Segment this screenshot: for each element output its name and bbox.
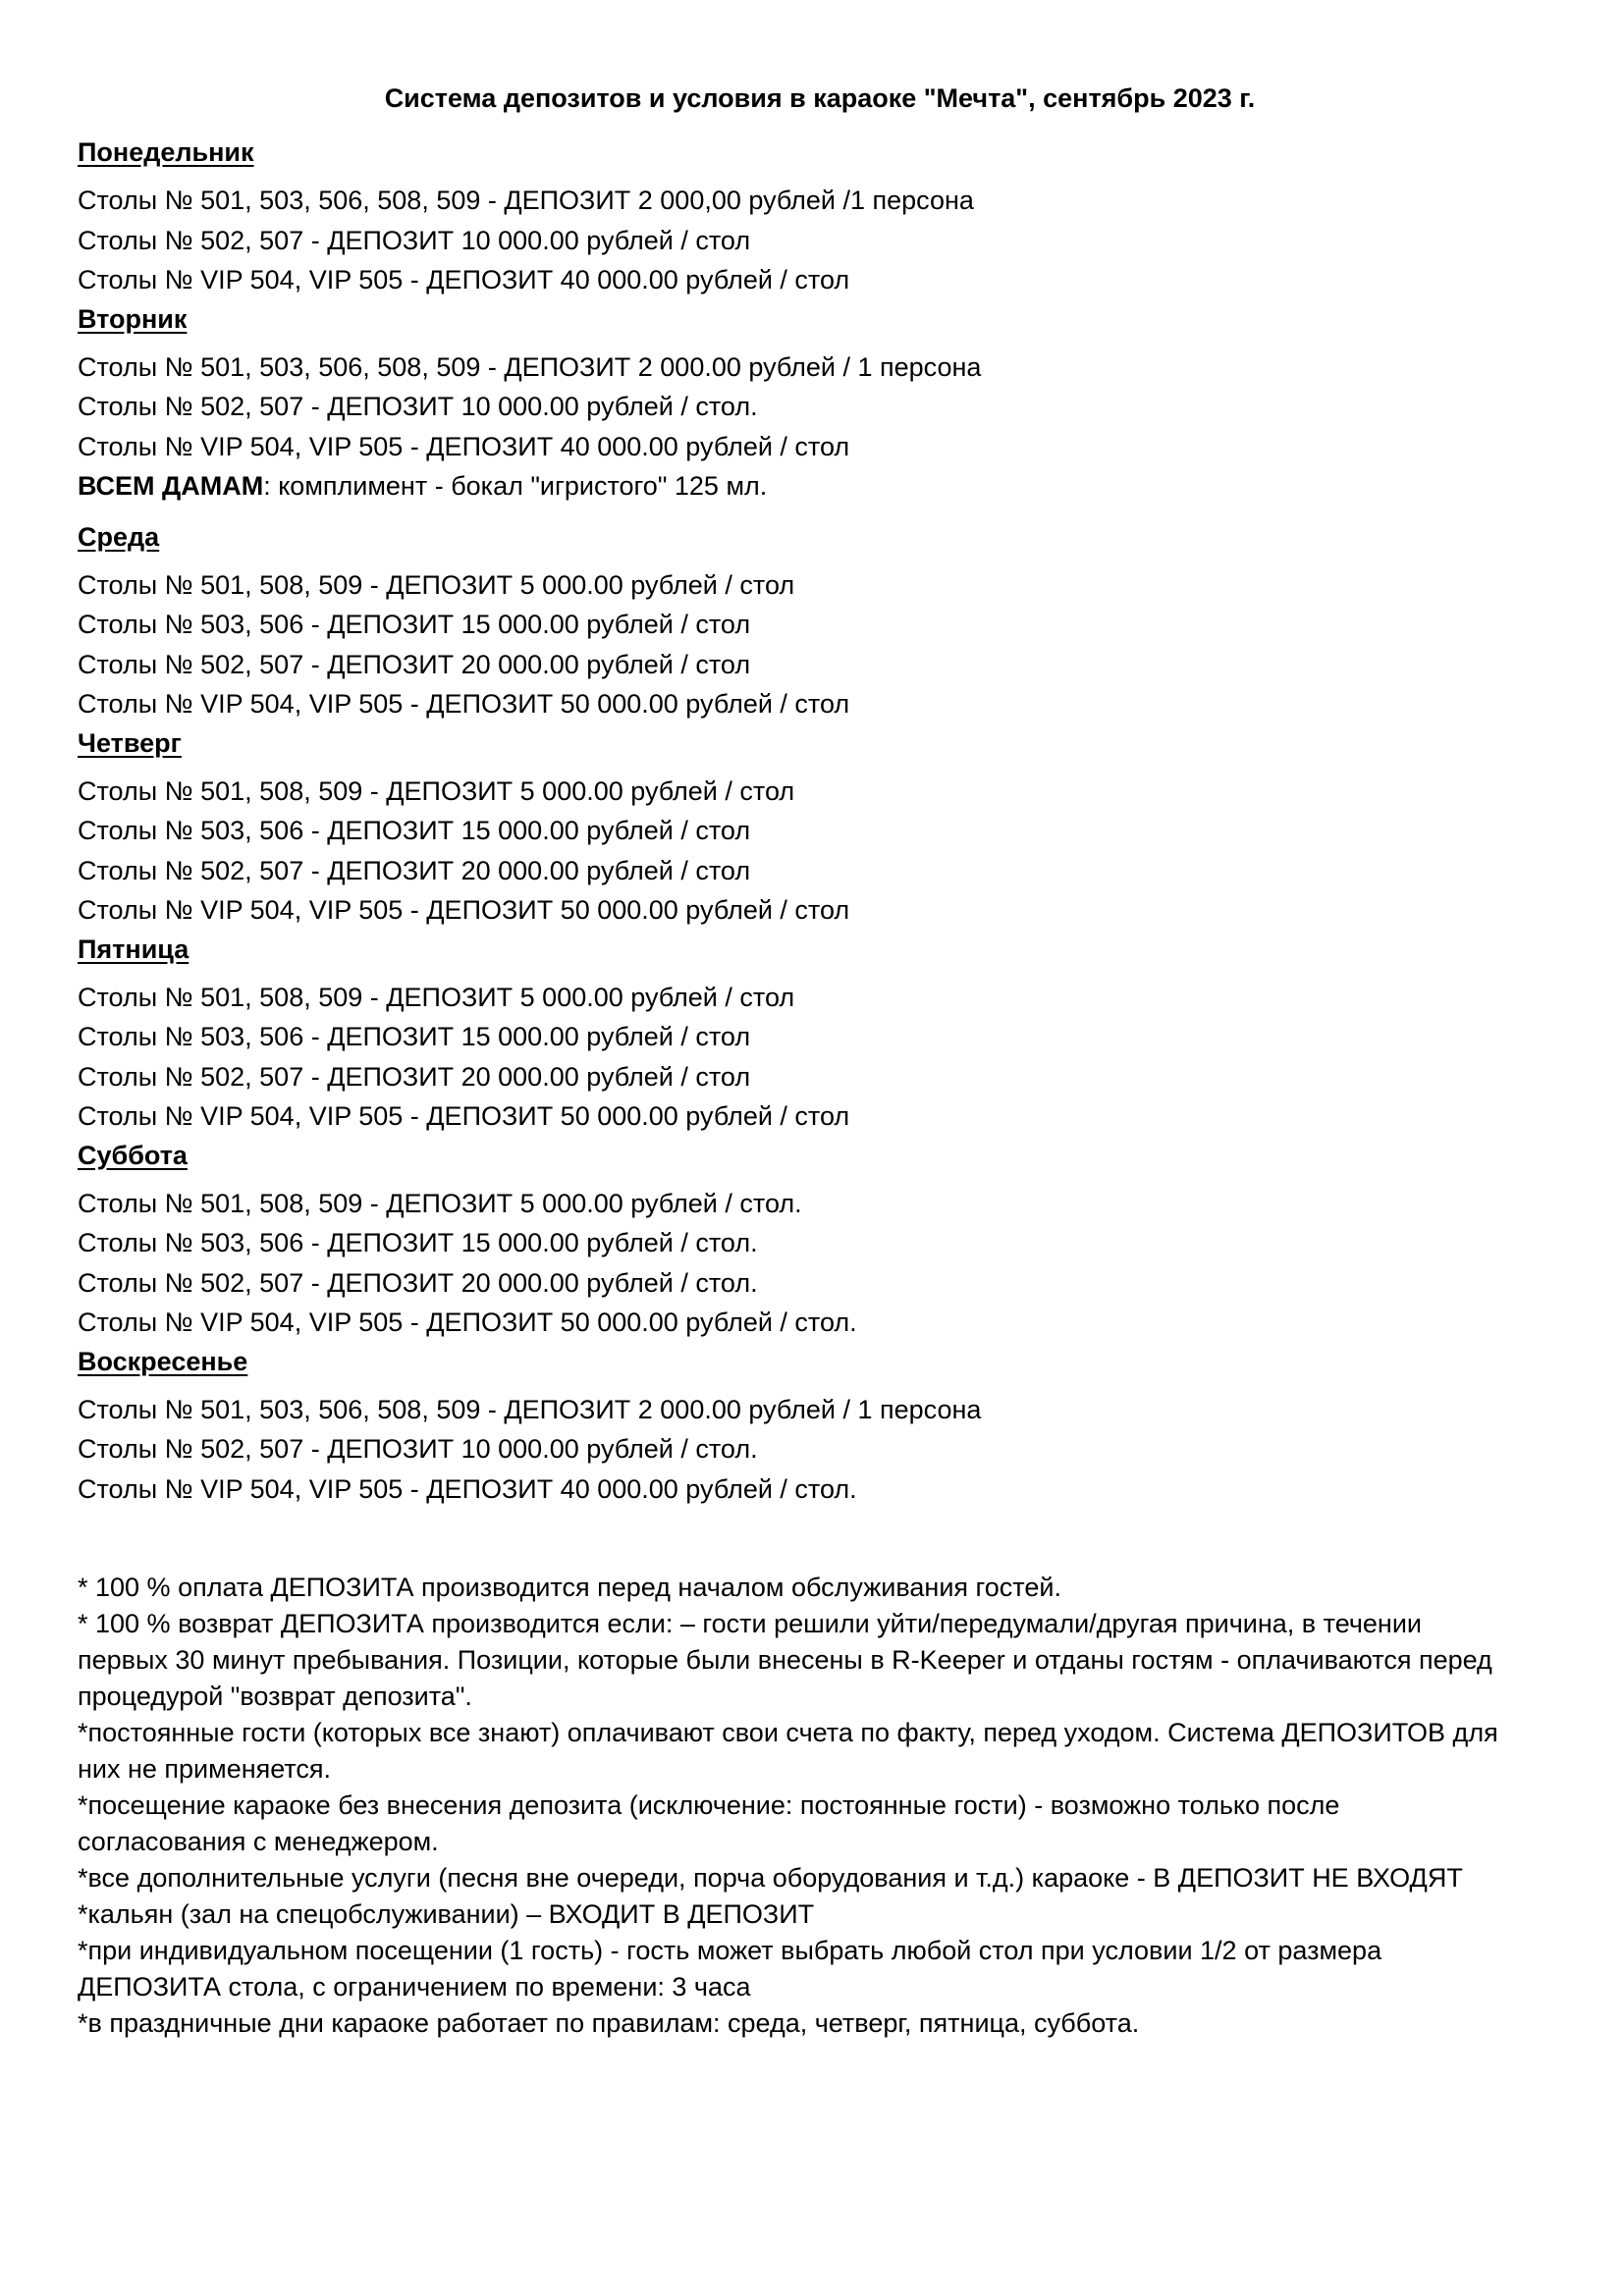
day-heading-tuesday: Вторник bbox=[78, 303, 188, 334]
terms-notes bbox=[78, 1570, 1550, 2042]
deposit-row: Столы № 501, 508, 509 - ДЕПОЗИТ 5 000.00 рублей / стол. bbox=[78, 1188, 802, 1218]
day-section-saturday bbox=[78, 1137, 1550, 1343]
deposit-row: Столы № 502, 507 - ДЕПОЗИТ 20 000.00 рублей / стол. bbox=[78, 1267, 758, 1298]
ladies-compliment-note bbox=[78, 466, 1550, 507]
terms-line: *посещение караоке без внесения депозита (исключение: постоянные гости) - возможно только после bbox=[78, 1790, 1340, 1820]
deposit-row: Столы № 503, 506 - ДЕПОЗИТ 15 000.00 рублей / стол. bbox=[78, 1228, 758, 1257]
terms-line: процедурой "возврат депозита". bbox=[78, 1682, 472, 1711]
terms-line: *все дополнительные услуги (песня вне очереди, порча оборудования и т.д.) караоке - В ДЕПОЗИТ НЕ ВХОДЯТ bbox=[78, 1863, 1463, 1893]
terms-line: первых 30 минут пребывания. Позиции, которые были внесены в R-Keeper и отданы гостям - оплачиваются перед bbox=[78, 1645, 1492, 1675]
deposit-row: Столы № 501, 503, 506, 508, 509 - ДЕПОЗИТ 2 000,00 рублей /1 персона bbox=[78, 186, 974, 215]
day-heading-sunday: Воскресенье bbox=[78, 1346, 248, 1376]
deposit-row: Столы № VIP 504, VIP 505 - ДЕПОЗИТ 40 000.00 рублей / стол bbox=[78, 431, 850, 461]
deposit-row: Столы № 501, 508, 509 - ДЕПОЗИТ 5 000.00 рублей / стол bbox=[78, 775, 795, 806]
document-title: Система депозитов и условия в караоке "Мечта", сентябрь 2023 г. bbox=[384, 83, 1256, 113]
terms-line: *в праздничные дни караоке работает по правилам: среда, четверг, пятница, суббота. bbox=[78, 2008, 1140, 2038]
day-heading-wednesday: Среда bbox=[78, 521, 160, 552]
day-section-friday bbox=[78, 931, 1550, 1137]
day-heading-saturday: Суббота bbox=[78, 1140, 188, 1170]
deposit-row: Столы № 502, 507 - ДЕПОЗИТ 20 000.00 рублей / стол bbox=[78, 855, 751, 885]
terms-line: *при индивидуальном посещении (1 гость) - гость может выбрать любой стол при условии 1/2 от размера bbox=[78, 1936, 1382, 1965]
deposit-row: Столы № 503, 506 - ДЕПОЗИТ 15 000.00 рублей / стол bbox=[78, 610, 751, 639]
deposit-row: Столы № VIP 504, VIP 505 - ДЕПОЗИТ 50 000.00 рублей / стол bbox=[78, 1101, 850, 1131]
deposit-row: Столы № 503, 506 - ДЕПОЗИТ 15 000.00 рублей / стол bbox=[78, 1022, 751, 1051]
deposit-row: Столы № 501, 503, 506, 508, 509 - ДЕПОЗИТ 2 000.00 рублей / 1 персона bbox=[78, 1394, 982, 1424]
deposit-row: Столы № VIP 504, VIP 505 - ДЕПОЗИТ 40 000.00 рублей / стол. bbox=[78, 1473, 857, 1504]
deposit-row: Столы № VIP 504, VIP 505 - ДЕПОЗИТ 50 000.00 рублей / стол bbox=[78, 895, 850, 925]
deposit-row: Столы № 503, 506 - ДЕПОЗИТ 15 000.00 рублей / стол bbox=[78, 816, 751, 845]
deposit-row: Столы № 502, 507 - ДЕПОЗИТ 20 000.00 рублей / стол bbox=[78, 649, 751, 679]
deposit-row: Столы № 502, 507 - ДЕПОЗИТ 10 000.00 рублей / стол. bbox=[78, 392, 758, 421]
day-section-tuesday bbox=[78, 300, 1550, 507]
deposit-row: Столы № VIP 504, VIP 505 - ДЕПОЗИТ 50 000.00 рублей / стол. bbox=[78, 1308, 857, 1337]
terms-line: * 100 % возврат ДЕПОЗИТА производится если: – гости решили уйти/передумали/другая причина, в течении bbox=[78, 1609, 1422, 1638]
deposit-row: Столы № 502, 507 - ДЕПОЗИТ 10 000.00 рублей / стол. bbox=[78, 1434, 758, 1464]
terms-line: ДЕПОЗИТА стола, с ограничением по времени: 3 часа bbox=[78, 1972, 751, 2002]
day-section-monday bbox=[78, 133, 1550, 300]
terms-line: *кальян (зал на спецобслуживании) – ВХОДИТ В ДЕПОЗИТ bbox=[78, 1899, 815, 1929]
terms-line: * 100 % оплата ДЕПОЗИТА производится перед началом обслуживания гостей. bbox=[78, 1573, 1061, 1602]
terms-line: них не применяется. bbox=[78, 1754, 332, 1784]
day-heading-thursday: Четверг bbox=[78, 727, 182, 758]
day-heading-friday: Пятница bbox=[78, 934, 189, 964]
ladies-note-label: ВСЕМ ДАМАМ bbox=[78, 471, 264, 501]
terms-line: согласования с менеджером. bbox=[78, 1827, 439, 1856]
deposit-row: Столы № 501, 508, 509 - ДЕПОЗИТ 5 000.00 рублей / стол bbox=[78, 569, 795, 600]
day-section-sunday bbox=[78, 1343, 1550, 1510]
deposit-row: Столы № VIP 504, VIP 505 - ДЕПОЗИТ 40 000.00 рублей / стол bbox=[78, 265, 850, 294]
deposit-row: Столы № 502, 507 - ДЕПОЗИТ 10 000.00 рублей / стол bbox=[78, 225, 751, 255]
day-heading-monday: Понедельник bbox=[78, 137, 254, 167]
deposit-row: Столы № 501, 508, 509 - ДЕПОЗИТ 5 000.00 рублей / стол bbox=[78, 982, 795, 1012]
day-section-wednesday bbox=[78, 518, 1550, 724]
document-page bbox=[78, 79, 1550, 2042]
day-section-thursday bbox=[78, 724, 1550, 931]
deposit-row: Столы № 501, 503, 506, 508, 509 - ДЕПОЗИТ 2 000.00 рублей / 1 персона bbox=[78, 351, 982, 382]
deposit-row: Столы № VIP 504, VIP 505 - ДЕПОЗИТ 50 000.00 рублей / стол bbox=[78, 689, 850, 719]
deposit-row: Столы № 502, 507 - ДЕПОЗИТ 20 000.00 рублей / стол bbox=[78, 1061, 751, 1092]
ladies-note-text: : комплимент - бокал "игристого" 125 мл. bbox=[263, 471, 768, 501]
terms-line: *постоянные гости (которых все знают) оплачивают свои счета по факту, перед уходом. Система ДЕПОЗИТОВ для bbox=[78, 1718, 1498, 1747]
